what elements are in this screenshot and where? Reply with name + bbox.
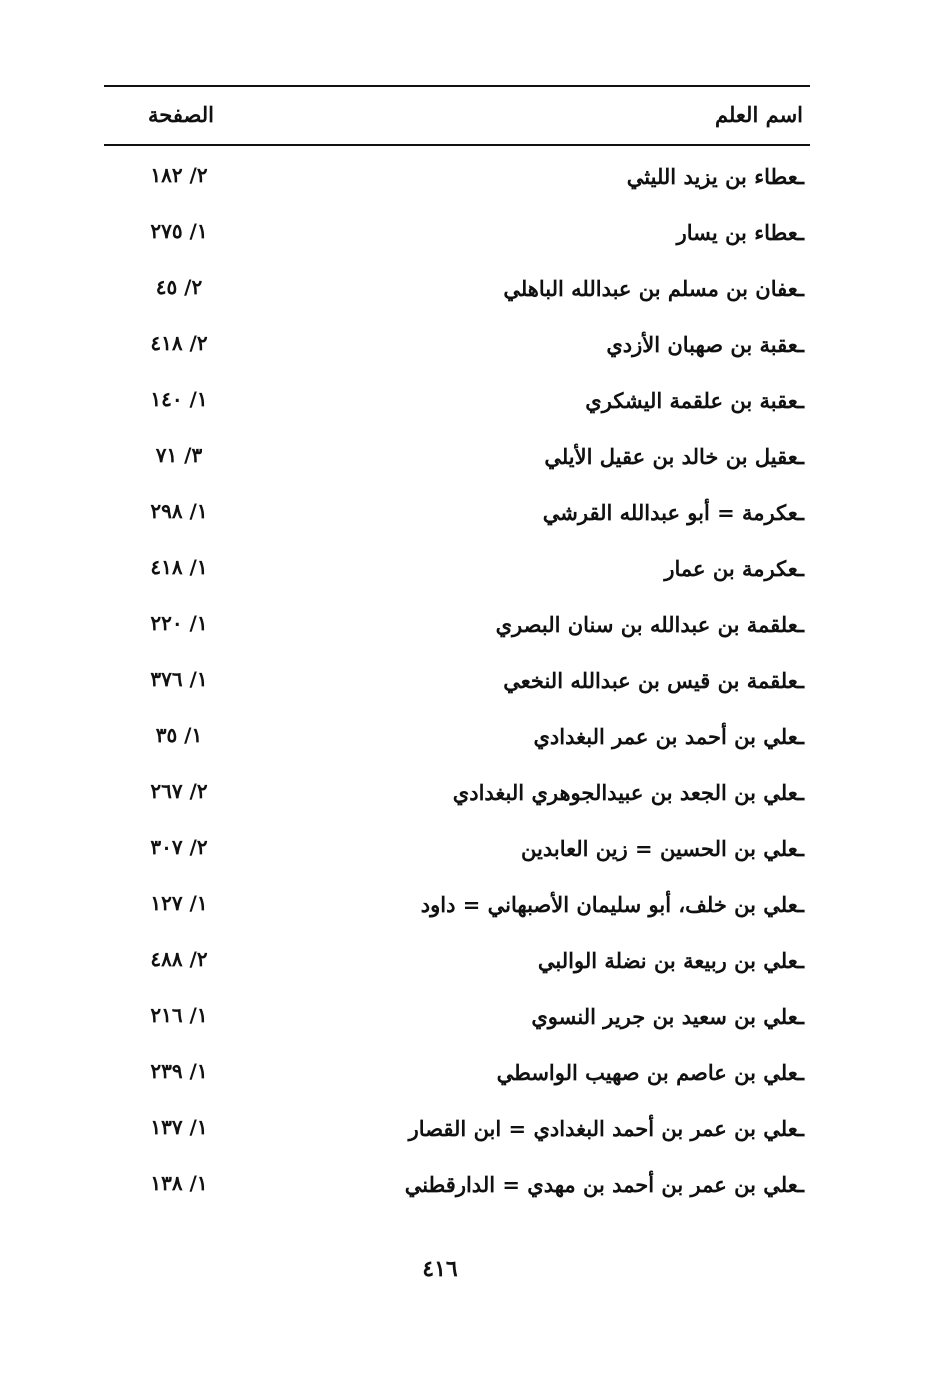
entry-page: ١/ ٤١٨ [150,555,208,579]
column-header-name: اسم العلم [714,102,803,127]
entry-page: ٢/ ٤٥ [155,275,203,299]
header-rule [104,144,810,146]
entry-page: ١/ ٣٥ [155,723,203,747]
index-row [104,934,810,990]
entry-page: ٢/ ١٨٢ [150,163,208,187]
top-rule [104,85,810,87]
entry-name: ـعلي بن عمر بن أحمد البغدادي = ابن القصار [408,1116,804,1141]
index-row [104,1102,810,1158]
index-row [104,1158,810,1214]
index-row [104,598,810,654]
entry-page: ١/ ٢١٦ [150,1003,208,1027]
index-row [104,766,810,822]
column-header-page: الصفحة [148,102,214,127]
index-row [104,150,810,206]
entry-name: ـعلي بن عمر بن أحمد بن مهدي = الدارقطني [404,1172,804,1197]
index-row [104,822,810,878]
index-row [104,654,810,710]
index-row [104,486,810,542]
entry-name: ـعلي بن سعيد بن جرير النسوي [531,1004,804,1029]
entry-name: ـعلقمة بن عبدالله بن سنان البصري [495,612,804,637]
entry-name: ـعفان بن مسلم بن عبدالله الباهلي [503,276,804,301]
entry-name: ـعقيل بن خالد بن عقيل الأيلي [544,444,804,469]
entry-name: ـعلي بن الحسين = زين العابدين [521,836,804,861]
entry-name: ـعلي بن الجعد بن عبيدالجوهري البغدادي [452,780,804,805]
entry-page: ٢/ ٤٨٨ [150,947,208,971]
entry-page: ١/ ٢٧٥ [150,219,208,243]
index-row [104,206,810,262]
page-number: ٤١٦ [422,1256,458,1282]
index-row [104,430,810,486]
index-row [104,262,810,318]
index-row [104,542,810,598]
index-row [104,374,810,430]
index-row [104,878,810,934]
index-row [104,318,810,374]
entry-name: ـعلقمة بن قيس بن عبدالله النخعي [503,668,804,693]
entry-name: ـعقبة بن صهبان الأزدي [606,332,804,357]
entry-name: ـعكرمة = أبو عبدالله القرشي [542,500,804,525]
index-row [104,1046,810,1102]
entry-name: ـعكرمة بن عمار [664,556,804,581]
entry-name: ـعلي بن خلف، أبو سليمان الأصبهاني = داود [420,892,804,917]
entry-name: ـعطاء بن يسار [676,220,804,245]
entry-page: ١/ ٢٢٠ [150,611,208,635]
entry-page: ١/ ٣٧٦ [150,667,208,691]
entry-page: ١/ ٢٣٩ [150,1059,208,1083]
entry-page: ٢/ ٣٠٧ [150,835,208,859]
entry-page: ٣/ ٧١ [155,443,203,467]
entry-page: ٢/ ٤١٨ [150,331,208,355]
entry-name: ـعطاء بن يزيد الليثي [626,164,804,189]
entry-page: ١/ ١٣٨ [150,1171,208,1195]
entry-name: ـعلي بن عاصم بن صهيب الواسطي [496,1060,804,1085]
entry-page: ٢/ ٢٦٧ [150,779,208,803]
index-list [104,150,810,1214]
index-row [104,710,810,766]
index-row [104,990,810,1046]
entry-page: ١/ ١٢٧ [150,891,208,915]
entry-page: ١/ ١٣٧ [150,1115,208,1139]
entry-name: ـعلي بن ربيعة بن نضلة الوالبي [537,948,804,973]
entry-name: ـعقبة بن علقمة اليشكري [585,388,804,413]
entry-name: ـعلي بن أحمد بن عمر البغدادي [533,724,804,749]
entry-page: ١/ ١٤٠ [150,387,208,411]
entry-page: ١/ ٢٩٨ [150,499,208,523]
